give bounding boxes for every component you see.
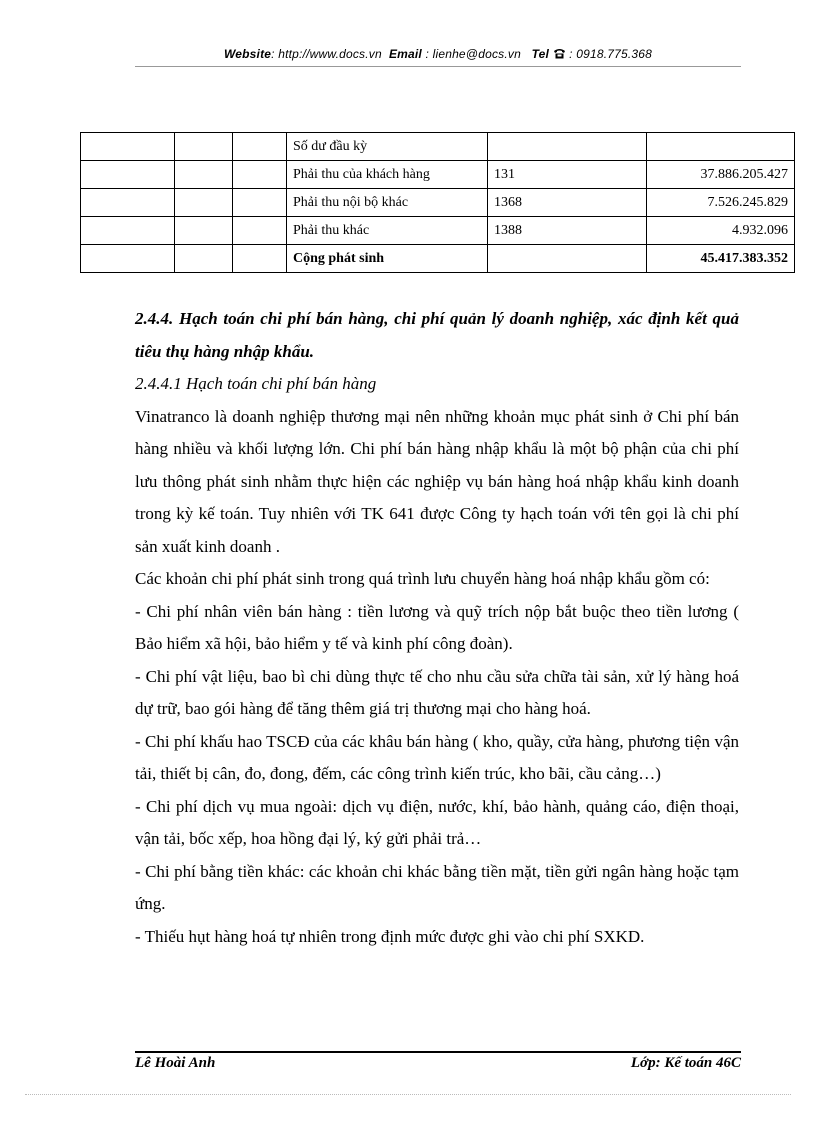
website-label: Website	[223, 47, 272, 61]
row-amount: 37.886.205.427	[647, 161, 795, 189]
table-cell	[175, 217, 233, 245]
table-row	[81, 161, 795, 189]
header-rule	[135, 66, 741, 67]
section-subheading: 2.4.4.1 Hạch toán chi phí bán hàng	[135, 374, 377, 393]
row-amount	[647, 133, 795, 161]
paragraph: - Chi phí bằng tiền khác: các khoản chi khác bằng tiền mặt, tiền gửi ngân hàng hoặc tạm ứng.	[135, 861, 739, 913]
table-total-row	[81, 245, 795, 273]
row-account: 131	[488, 161, 647, 189]
table-cell	[81, 217, 175, 245]
row-account	[488, 245, 647, 273]
row-amount: 4.932.096	[647, 217, 795, 245]
paragraph: - Chi phí nhân viên bán hàng : tiền lương và quỹ trích nộp bắt buộc theo tiền lương ( Bảo hiểm xã hội, bảo hiểm y tế và kinh phí công đoàn).	[135, 601, 739, 653]
table-cell	[175, 189, 233, 217]
row-amount: 45.417.383.352	[647, 245, 795, 273]
row-amount: 7.526.245.829	[647, 189, 795, 217]
row-description: Phải thu nội bộ khác	[287, 189, 488, 217]
table-cell	[233, 133, 287, 161]
table-row	[81, 133, 795, 161]
page-bottom-dotted-line	[25, 1094, 791, 1095]
table-cell	[175, 161, 233, 189]
table-cell	[175, 245, 233, 273]
table-cell	[81, 161, 175, 189]
paragraph: - Chi phí dịch vụ mua ngoài: dịch vụ điện, nước, khí, bảo hành, quảng cáo, điện thoại, vận tải, bốc xếp, hoa hồng đại lý, ký gửi phải trả…	[135, 796, 739, 848]
email-value[interactable]: : lienhe@docs.vn	[425, 47, 521, 61]
section-heading: 2.4.4. Hạch toán chi phí bán hàng, chi phí quản lý doanh nghiệp, xác định kết quả tiêu thụ hàng nhập khẩu.	[135, 309, 739, 361]
paragraph: Vinatranco là doanh nghiệp thương mại nên những khoản mục phát sinh ở Chi phí bán hàng nhiều và khối lượng lớn. Chi phí bán hàng nhập khẩu là một bộ phận của chi phí lưu thông phát sinh nhằm thực hiện các nghiệp vụ bán hàng hoá nhập khẩu kinh doanh trong kỳ kế toán. Tuy nhiên với TK 641 được Công ty hạch toán với tên gọi là chi phí sản xuất kinh doanh .	[135, 406, 739, 556]
paragraph: - Chi phí khấu hao TSCĐ của các khâu bán hàng ( kho, quầy, cửa hàng, phương tiện vận tải, thiết bị cân, đo, đong, đếm, các công trình kiến trúc, kho bãi, cầu cảng…)	[135, 731, 739, 783]
table-row	[81, 217, 795, 245]
website-url[interactable]: : http://www.docs.vn	[271, 47, 382, 61]
paragraph: Các khoản chi phí phát sinh trong quá trình lưu chuyển hàng hoá nhập khẩu gồm có:	[135, 569, 710, 588]
tel-label: Tel	[531, 47, 550, 61]
tel-value: : 0918.775.368	[569, 47, 653, 61]
email-label: Email	[388, 47, 422, 61]
row-description: Số dư đầu kỳ	[287, 133, 488, 161]
row-description: Phải thu khác	[287, 217, 488, 245]
row-account: 1368	[488, 189, 647, 217]
table-cell	[233, 189, 287, 217]
paragraph: - Chi phí vật liệu, bao bì chi dùng thực tế cho nhu cầu sửa chữa tài sản, xử lý hàng hoá dự trữ, bao gói hàng để tăng thêm giá trị thương mại cho hàng hoá.	[135, 666, 739, 718]
row-account	[488, 133, 647, 161]
document-body	[135, 303, 739, 953]
table-cell	[81, 133, 175, 161]
row-description: Cộng phát sinh	[287, 245, 488, 273]
table-cell	[175, 133, 233, 161]
table-cell	[233, 161, 287, 189]
ledger-table	[80, 132, 795, 273]
footer-rule	[135, 1051, 741, 1053]
table-cell	[233, 245, 287, 273]
table-cell	[81, 189, 175, 217]
row-description: Phải thu của khách hàng	[287, 161, 488, 189]
footer-class: Lớp: Kế toán 46C	[630, 1055, 741, 1071]
row-account: 1388	[488, 217, 647, 245]
page-header	[135, 47, 741, 61]
paragraph: - Thiếu hụt hàng hoá tự nhiên trong định mức được ghi vào chi phí SXKD.	[135, 926, 645, 946]
table-row	[81, 189, 795, 217]
table-cell	[233, 217, 287, 245]
telephone-icon	[553, 47, 570, 61]
table-cell	[81, 245, 175, 273]
footer-author: Lê Hoài Anh	[135, 1055, 216, 1071]
